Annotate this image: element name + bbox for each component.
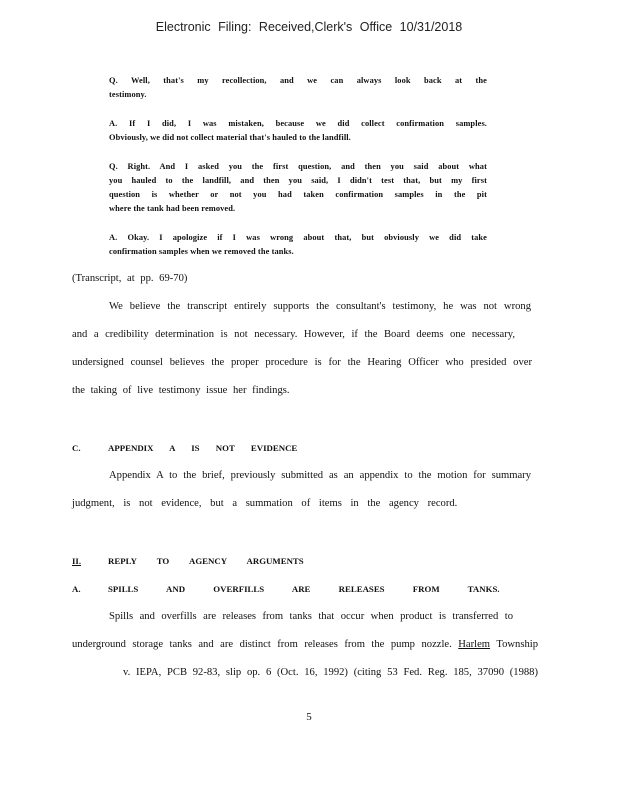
citation-line: v. IEPA, PCB 92-83, slip op. 6 (Oct. 16, 1992) (citing 53 Fed. Reg. 185, 37090 (1988) bbox=[123, 667, 538, 678]
body-line: We believe the transcript entirely supports the consultant's testimony, he was not wrong bbox=[109, 301, 531, 312]
qa-line: Obviously, we did not collect material that's hauled to the landfill. bbox=[109, 133, 351, 142]
qa-line: Q. Well, that's my recollection, and we can always look back at the bbox=[109, 76, 487, 85]
body-line: the taking of live testimony issue her findings. bbox=[72, 385, 290, 396]
body-line: and a credibility determination is not necessary. However, if the Board deems one necessary, bbox=[72, 329, 515, 340]
qa-block-2 bbox=[109, 117, 487, 145]
section-a-letter: A. bbox=[72, 584, 81, 594]
qa-block-3 bbox=[109, 160, 487, 216]
qa-line: where the tank had been removed. bbox=[109, 204, 236, 213]
qa-block-1 bbox=[109, 74, 487, 102]
qa-line: Q. Right. And I asked you the first question, and then you said about what bbox=[109, 162, 487, 171]
body-line: judgment, is not evidence, but a summation of items in the agency record. bbox=[72, 498, 458, 509]
electronic-filing-header: Electronic Filing: Received,Clerk's Office 10/31/2018 bbox=[155, 20, 463, 34]
section-ii-numeral: II. bbox=[72, 556, 82, 566]
body-text: underground storage tanks and are distinct from releases from the pump nozzle. bbox=[72, 639, 452, 650]
body-line: Appendix A to the brief, previously submitted as an appendix to the motion for summary bbox=[109, 470, 531, 481]
body-line: Spills and overfills are releases from tanks that occur when product is transferred to bbox=[109, 611, 513, 622]
qa-line: you hauled to the landfill, and then you said, I didn't test that, but my first bbox=[109, 176, 487, 185]
section-c-letter: C. bbox=[72, 443, 81, 453]
qa-block-4 bbox=[109, 231, 487, 259]
page-number: 5 bbox=[306, 711, 312, 723]
body-text: Township bbox=[496, 639, 538, 650]
qa-line: confirmation samples when we removed the tanks. bbox=[109, 247, 294, 256]
section-ii-heading: REPLY TO AGENCY ARGUMENTS bbox=[108, 556, 304, 566]
qa-line: A. If I did, I was mistaken, because we did collect confirmation samples. bbox=[109, 119, 487, 128]
qa-line: testimony. bbox=[109, 90, 147, 99]
qa-line: A. Okay. I apologize if I was wrong about that, but obviously we did take bbox=[109, 233, 487, 242]
transcript-citation: (Transcript, at pp. 69-70) bbox=[72, 273, 188, 284]
body-line: undersigned counsel believes the proper procedure is for the Hearing Officer who presided over bbox=[72, 357, 532, 368]
qa-line: question is whether or not you had taken confirmation samples in the pit bbox=[109, 190, 487, 199]
body-line bbox=[72, 639, 538, 650]
section-c-heading: APPENDIX A IS NOT EVIDENCE bbox=[108, 443, 298, 453]
section-a-heading: SPILLS AND OVERFILLS ARE RELEASES FROM TANKS. bbox=[108, 584, 500, 594]
case-name: Harlem bbox=[458, 639, 491, 650]
